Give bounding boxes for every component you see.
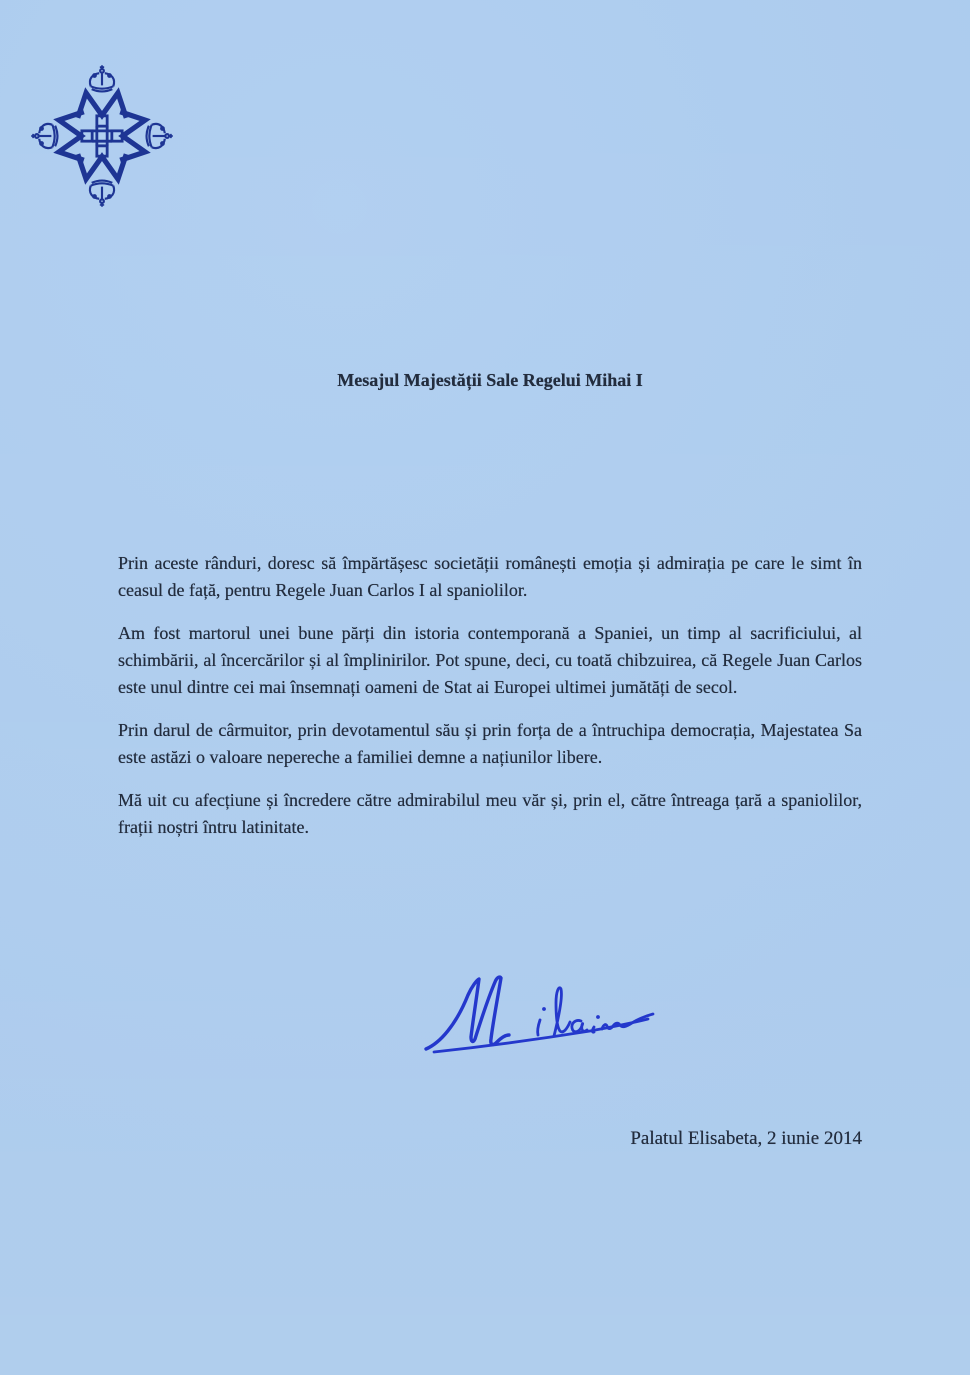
signature-mihai (420, 963, 665, 1061)
signature-ink-icon (420, 963, 665, 1061)
crowned-m-cross-icon (27, 60, 177, 212)
dateline: Palatul Elisabeta, 2 iunie 2014 (630, 1128, 862, 1149)
paragraph-3: Prin darul de cârmuitor, prin devotamentul său și prin forța de a întruchipa democrația, Majestatea Sa este astăzi o valoare nepereche a familiei demne a națiunilor libere. (118, 720, 862, 767)
royal-cypher-emblem (27, 60, 177, 212)
letter-title: Mesajul Majestății Sale Regelui Mihai I (337, 370, 643, 390)
paragraph-4: Mă uit cu afecțiune și încredere către admirabilul meu văr și, prin el, către întreaga țară a spaniolilor, frații noștri întru latinitate. (118, 790, 862, 837)
paragraph-2: Am fost martorul unei bune părți din istoria contemporană a Spaniei, un timp al sacrificiului, al schimbării, al încercărilor și al împlinirilor. Pot spune, deci, cu toată chibzuirea, că Regele Juan Carlos este unul dintre cei mai însemnați oameni de Stat ai Europei ultimei jumătăți de secol. (118, 623, 862, 697)
letter-body (118, 550, 862, 857)
paragraph-1: Prin aceste rânduri, doresc să împărtășesc societății românești emoția și admirația pe care le simt în ceasul de față, pentru Regele Juan Carlos I al spaniolilor. (118, 553, 862, 600)
